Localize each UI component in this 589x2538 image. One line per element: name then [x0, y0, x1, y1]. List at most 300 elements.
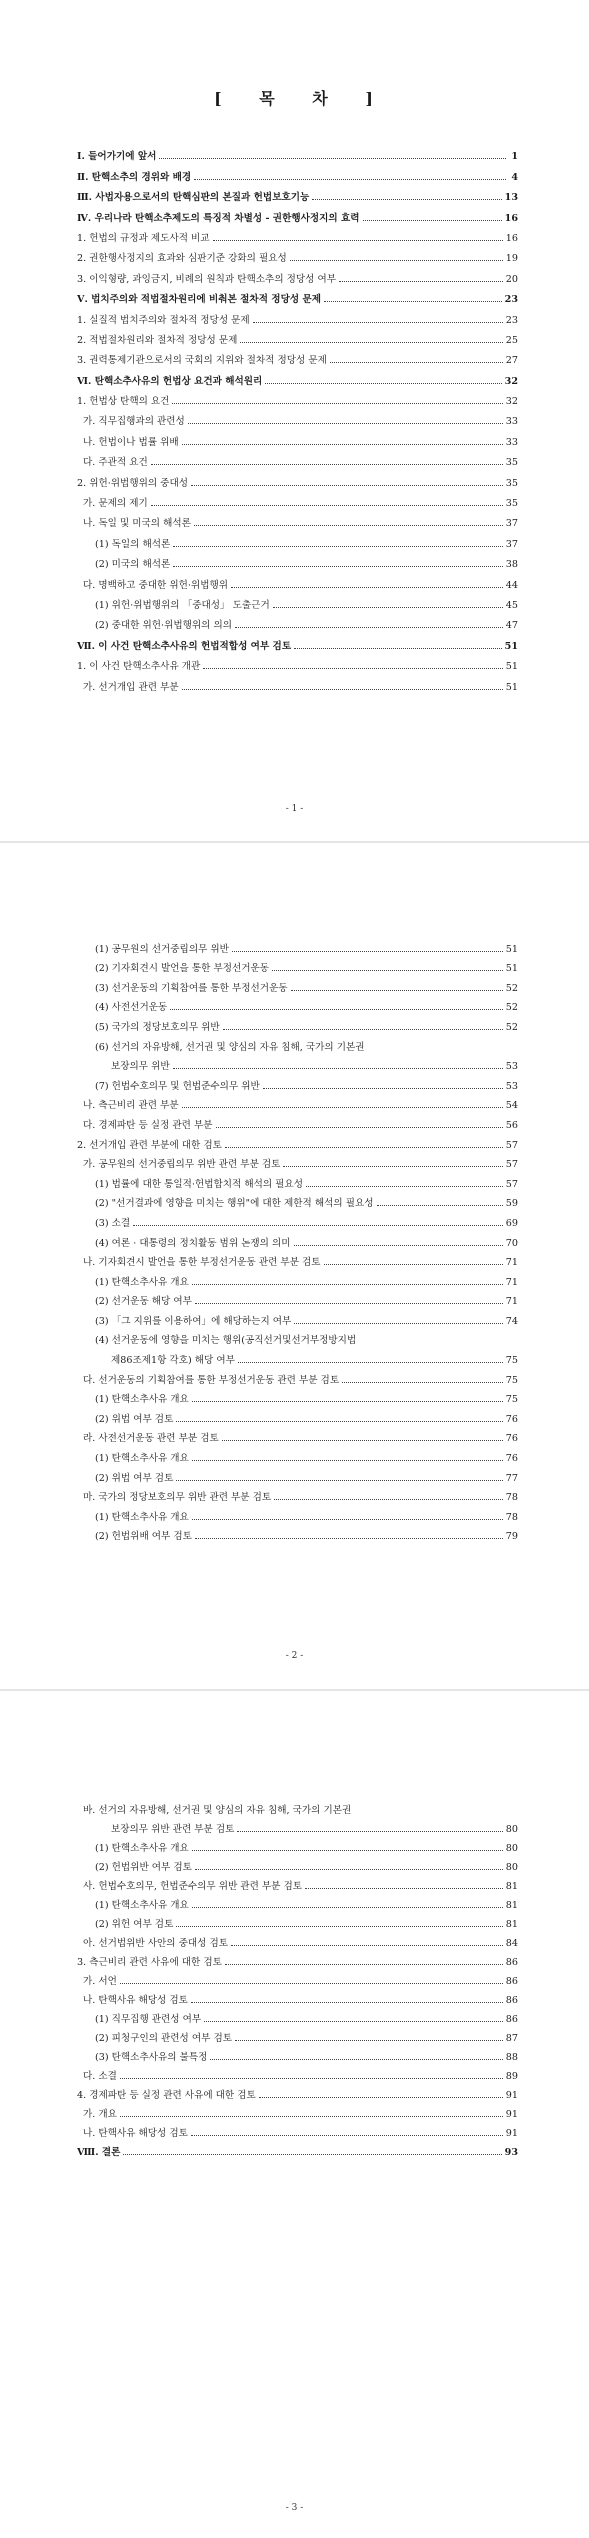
toc-entry-page-number: 51 — [505, 661, 518, 673]
toc-entry-page-number: 88 — [505, 2052, 518, 2063]
toc-leader-dots — [231, 1945, 503, 1946]
toc-entry-page-number: 19 — [505, 253, 518, 265]
toc-entry-title: 가. 문제의 제기 — [83, 495, 151, 509]
toc-entry-page-number: 86 — [505, 1976, 518, 1987]
toc-entry[interactable] — [77, 1170, 518, 1190]
toc-entry-title: 다. 주관적 요건 — [83, 454, 151, 468]
toc-entry[interactable] — [77, 1151, 518, 1171]
toc-leader-dots — [195, 1869, 503, 1870]
toc-entry-title: 나. 헌법이나 법률 위배 — [83, 434, 182, 448]
toc-entry[interactable] — [77, 264, 518, 284]
toc-entry[interactable] — [77, 1873, 518, 1892]
toc-entry-page-number: 27 — [505, 355, 518, 367]
toc-leader-dots — [265, 383, 501, 384]
toc-entry[interactable] — [77, 1366, 518, 1386]
toc-entry-page-number: 71 — [505, 1296, 518, 1308]
toc-entry[interactable] — [77, 591, 518, 611]
toc-leader-dots — [210, 2059, 502, 2060]
toc-entry-page-number: 76 — [505, 1433, 518, 1445]
toc-entry[interactable] — [77, 427, 518, 447]
toc-entry-title: 가. 직무집행과의 관련성 — [83, 413, 188, 427]
toc-entry-title: 1. 이 사건 탄핵소추사유 개관 — [77, 658, 203, 672]
title-open-bracket: [ — [214, 89, 224, 108]
toc-entry-page-number: 81 — [505, 1900, 518, 1911]
toc-entry[interactable] — [77, 1033, 518, 1053]
toc-entry-page-number: 51 — [505, 963, 518, 975]
toc-entry[interactable] — [77, 974, 518, 994]
toc-entry-title: 다. 선거운동의 기획참여를 통한 부정선거운동 관련 부분 검토 — [83, 1372, 342, 1386]
toc-entry-title: (2) 위법 여부 검토 — [95, 1470, 176, 1484]
toc-entry-page-number: 89 — [505, 2071, 518, 2082]
toc-list-page-2 — [77, 935, 518, 1542]
toc-entry-page-number: 77 — [505, 1472, 518, 1484]
toc-entry-page-number: 37 — [505, 538, 518, 550]
toc-leader-dots — [172, 403, 502, 404]
toc-entry-title: 다. 소결 — [83, 2068, 120, 2082]
toc-entry-title: 바. 선거의 자유방해, 선거권 및 양심의 자유 침해, 국가의 기본권 — [83, 1802, 351, 1816]
toc-entry-title: 보장의무 위반 관련 부분 검토 — [111, 1821, 237, 1835]
toc-entry-page-number: 80 — [505, 1824, 518, 1835]
toc-entry-title: 3. 권력통제기관으로서의 국회의 지위와 절차적 정당성 문제 — [77, 352, 330, 366]
toc-entry-page-number: 51 — [504, 640, 518, 652]
toc-entry[interactable] — [77, 2006, 518, 2025]
toc-entry-title: 3. 이익형량, 과잉금지, 비례의 원칙과 탄핵소추의 정당성 여부 — [77, 271, 339, 285]
toc-leader-dots — [173, 566, 502, 567]
toc-leader-dots — [182, 1107, 503, 1108]
toc-leader-dots — [192, 1284, 503, 1285]
toc-leader-dots — [176, 1480, 502, 1481]
toc-entry-page-number: 25 — [505, 334, 518, 346]
toc-entry-title: 나. 기자회견시 발언을 통한 부정선거운동 관련 부분 검토 — [83, 1254, 324, 1268]
toc-leader-dots — [290, 260, 503, 261]
toc-leader-dots — [216, 1127, 503, 1128]
toc-entry-page-number: 86 — [505, 1995, 518, 2006]
toc-entry-page-number: 75 — [505, 1374, 518, 1386]
toc-entry[interactable] — [77, 1523, 518, 1543]
toc-entry-page-number: 13 — [504, 192, 518, 204]
toc-entry-title: (1) 독일의 해석론 — [95, 536, 173, 550]
toc-entry[interactable] — [77, 1464, 518, 1484]
toc-entry-page-number: 23 — [505, 314, 518, 326]
toc-entry[interactable] — [77, 509, 518, 529]
toc-entry-page-number: 81 — [505, 1881, 518, 1892]
toc-entry-title: (1) 위헌·위법행위의 「중대성」 도출근거 — [95, 597, 273, 611]
toc-leader-dots — [173, 1068, 503, 1069]
toc-leader-dots — [259, 2097, 503, 2098]
toc-entry[interactable] — [77, 203, 518, 223]
toc-entry-title: Ⅷ. 결론 — [77, 2144, 123, 2158]
toc-entry-title: 2. 적법절차원리와 절차적 정당성 문제 — [77, 332, 240, 346]
toc-entry[interactable] — [77, 448, 518, 468]
toc-entry-page-number: 33 — [505, 436, 518, 448]
toc-leader-dots — [294, 1323, 502, 1324]
toc-entry[interactable] — [77, 1444, 518, 1464]
toc-entry-page-number: 35 — [505, 477, 518, 489]
toc-entry[interactable] — [77, 2082, 518, 2101]
toc-entry[interactable] — [77, 1911, 518, 1930]
toc-entry[interactable] — [77, 1346, 518, 1366]
toc-entry-title: (2) 헌법위반 여부 검토 — [95, 1859, 195, 1873]
toc-list-page-1 — [77, 142, 518, 693]
toc-entry[interactable] — [77, 1816, 518, 1835]
toc-leader-dots — [231, 587, 503, 588]
toc-entry[interactable] — [77, 570, 518, 590]
toc-entry-title: Ⅴ. 법치주의와 적법절차원리에 비춰본 절차적 정당성 문제 — [77, 291, 324, 305]
toc-entry-title: 1. 헌법의 규정과 제도사적 비교 — [77, 230, 213, 244]
toc-leader-dots — [192, 1907, 503, 1908]
toc-leader-dots — [237, 1831, 502, 1832]
toc-entry-page-number: 16 — [505, 232, 518, 244]
toc-entry-page-number: 52 — [505, 982, 518, 994]
toc-leader-dots — [192, 1460, 503, 1461]
toc-entry-title: (2) 피청구인의 관련성 여부 검토 — [95, 2030, 235, 2044]
toc-entry-page-number: 56 — [505, 1119, 518, 1131]
page-number-footer: - 2 - — [285, 1651, 304, 1661]
toc-entry-page-number: 35 — [505, 498, 518, 510]
toc-entry[interactable] — [77, 346, 518, 366]
toc-entry[interactable] — [77, 631, 518, 651]
toc-entry-page-number: 75 — [505, 1394, 518, 1406]
toc-entry-title: Ⅳ. 우리나라 탄핵소추제도의 특징적 차별성 - 권한행사정지의 효력 — [77, 210, 363, 224]
toc-entry-title: 다. 경제파탄 등 실정 관련 부분 — [83, 1117, 216, 1131]
toc-entry-title: (3) 선거운동의 기획참여를 통한 부정선거운동 — [95, 980, 291, 994]
toc-leader-dots — [283, 1166, 502, 1167]
toc-entry[interactable] — [77, 994, 518, 1014]
toc-leader-dots — [151, 464, 503, 465]
toc-leader-dots — [192, 1401, 503, 1402]
toc-entry-title: 라. 사전선거운동 관련 부분 검토 — [83, 1430, 222, 1444]
toc-entry-title: (2) 중대한 위헌·위법행위의 의의 — [95, 617, 235, 631]
toc-entry-title: (2) "선거결과에 영향을 미치는 행위"에 대한 제한적 해석의 필요성 — [95, 1195, 377, 1209]
toc-entry[interactable] — [77, 1930, 518, 1949]
toc-entry-title: (1) 탄핵소추사유 개요 — [95, 1274, 192, 1288]
toc-entry-page-number: 76 — [505, 1453, 518, 1465]
toc-leader-dots — [225, 1964, 503, 1965]
toc-leader-dots — [120, 1983, 503, 1984]
toc-leader-dots — [203, 668, 502, 669]
toc-entry-page-number: 1 — [511, 151, 518, 163]
toc-entry[interactable] — [77, 1111, 518, 1131]
toc-leader-dots — [195, 1303, 503, 1304]
toc-entry-page-number: 86 — [505, 1957, 518, 1968]
toc-leader-dots — [342, 1382, 503, 1383]
toc-leader-dots — [291, 990, 503, 991]
toc-entry-page-number: 75 — [505, 1355, 518, 1367]
toc-entry-page-number: 32 — [504, 375, 518, 387]
toc-entry[interactable] — [77, 224, 518, 244]
toc-entry[interactable] — [77, 1190, 518, 1210]
toc-entry[interactable] — [77, 2044, 518, 2063]
toc-leader-dots — [222, 1440, 503, 1441]
toc-entry[interactable] — [77, 1835, 518, 1854]
toc-entry-title: 사. 헌법수호의무, 헌법준수의무 위반 관련 부분 검토 — [83, 1878, 305, 1892]
toc-entry-page-number: 20 — [505, 273, 518, 285]
toc-entry[interactable] — [77, 1288, 518, 1308]
toc-entry-page-number: 52 — [505, 1021, 518, 1033]
toc-entry[interactable] — [77, 652, 518, 672]
toc-entry-title: 나. 탄핵사유 해당성 검토 — [83, 2125, 191, 2139]
toc-entry[interactable] — [77, 1249, 518, 1269]
toc-entry[interactable] — [77, 1131, 518, 1151]
toc-entry-page-number: 78 — [505, 1492, 518, 1504]
toc-entry-page-number: 91 — [505, 2109, 518, 2120]
toc-entry[interactable] — [77, 407, 518, 427]
toc-entry[interactable] — [77, 183, 518, 203]
toc-leader-dots — [194, 525, 503, 526]
toc-leader-dots — [188, 423, 503, 424]
toc-entry-page-number: 57 — [505, 1139, 518, 1151]
toc-entry[interactable] — [77, 305, 518, 325]
toc-entry-title: 나. 탄핵사유 해당성 검토 — [83, 1992, 191, 2006]
toc-entry-page-number: 76 — [505, 1413, 518, 1425]
toc-leader-dots — [253, 322, 503, 323]
toc-entry-title: 3. 측근비리 관련 사유에 대한 검토 — [77, 1954, 225, 1968]
toc-leader-dots — [123, 2154, 501, 2155]
toc-entry-page-number: 91 — [505, 2128, 518, 2139]
toc-entry[interactable] — [77, 2025, 518, 2044]
toc-entry-title: (5) 국가의 정당보호의무 위반 — [95, 1019, 223, 1033]
toc-entry-page-number: 53 — [505, 1061, 518, 1073]
toc-entry-title: (3) 「그 지위를 이용하여」에 해당하는지 여부 — [95, 1313, 294, 1327]
toc-entry[interactable] — [77, 1072, 518, 1092]
toc-leader-dots — [306, 1186, 503, 1187]
toc-entry-page-number: 70 — [505, 1237, 518, 1249]
toc-entry-page-number: 91 — [505, 2090, 518, 2101]
toc-entry[interactable] — [77, 468, 518, 488]
toc-entry-page-number: 45 — [505, 599, 518, 611]
toc-entry[interactable] — [77, 1268, 518, 1288]
toc-entry-title: 가. 개요 — [83, 2106, 120, 2120]
toc-entry[interactable] — [77, 366, 518, 386]
toc-entry-title: 1. 실질적 법치주의와 절차적 정당성 문제 — [77, 312, 253, 326]
toc-entry[interactable] — [77, 387, 518, 407]
toc-leader-dots — [194, 179, 506, 180]
toc-leader-dots — [195, 1538, 503, 1539]
toc-entry-title: 2. 위헌·위법행위의 중대성 — [77, 475, 191, 489]
toc-entry[interactable] — [77, 2063, 518, 2082]
toc-entry[interactable] — [77, 2139, 518, 2158]
toc-entry[interactable] — [77, 1892, 518, 1911]
toc-entry-page-number: 44 — [505, 579, 518, 591]
toc-leader-dots — [176, 1926, 502, 1927]
toc-leader-dots — [223, 1029, 503, 1030]
toc-leader-dots — [120, 2078, 503, 2079]
page-number-footer: - 3 - — [285, 2503, 304, 2513]
toc-entry-page-number: 84 — [505, 1938, 518, 1949]
toc-leader-dots — [120, 2116, 503, 2117]
toc-leader-dots — [170, 1009, 503, 1010]
toc-entry[interactable] — [77, 1987, 518, 2006]
toc-entry-page-number: 69 — [505, 1217, 518, 1229]
toc-entry-title: (1) 직무집행 관련성 여부 — [95, 2011, 204, 2025]
toc-entry-title: Ⅲ. 사법자용으로서의 탄핵심판의 본질과 헌법보호기능 — [77, 189, 312, 203]
toc-entry-page-number: 71 — [505, 1276, 518, 1288]
page-number-footer: - 1 - — [285, 804, 304, 814]
toc-entry-page-number: 23 — [504, 294, 518, 306]
toc-entry-title: 2. 권한행사정지의 효과와 심판기준 강화의 필요성 — [77, 250, 290, 264]
toc-entry-title: (6) 선거의 자유방해, 선거권 및 양심의 자유 침해, 국가의 기본권 — [95, 1039, 365, 1053]
toc-entry[interactable] — [77, 1327, 518, 1347]
toc-entry[interactable] — [77, 1092, 518, 1112]
toc-entry-page-number: 53 — [505, 1080, 518, 1092]
toc-entry-title: (1) 공무원의 선거중립의무 위반 — [95, 941, 232, 955]
toc-entry[interactable] — [77, 1968, 518, 1987]
toc-leader-dots — [133, 1225, 503, 1226]
toc-leader-dots — [330, 362, 503, 363]
toc-entry-title: (3) 소결 — [95, 1215, 133, 1229]
toc-entry[interactable] — [77, 2120, 518, 2139]
toc-entry-title: (1) 탄핵소추사유 개요 — [95, 1509, 192, 1523]
toc-entry-page-number: 47 — [505, 620, 518, 632]
title-close-bracket: ] — [365, 89, 375, 108]
toc-entry-title: 다. 명백하고 중대한 위헌·위법행위 — [83, 577, 231, 591]
toc-entry-title: (1) 법률에 대한 통일적·헌법합치적 해석의 필요성 — [95, 1176, 306, 1190]
toc-entry-page-number: 51 — [505, 943, 518, 955]
toc-entry-title: (4) 여론 · 대통령의 정치활동 범위 논쟁의 의미 — [95, 1235, 294, 1249]
page-title — [0, 86, 589, 109]
toc-entry[interactable] — [77, 1484, 518, 1504]
toc-entry-title: (2) 위법 여부 검토 — [95, 1411, 176, 1425]
toc-entry[interactable] — [77, 1013, 518, 1033]
toc-entry[interactable] — [77, 529, 518, 549]
toc-entry[interactable] — [77, 162, 518, 182]
toc-leader-dots — [238, 1362, 503, 1363]
toc-entry-title: (7) 헌법수호의무 및 헌법준수의무 위반 — [95, 1078, 263, 1092]
toc-entry-title: (2) 미국의 해석론 — [95, 556, 173, 570]
toc-entry[interactable] — [77, 935, 518, 955]
toc-leader-dots — [213, 240, 503, 241]
toc-leader-dots — [192, 1850, 503, 1851]
toc-entry-title: (2) 기자회견시 발언을 통한 부정선거운동 — [95, 960, 272, 974]
toc-leader-dots — [173, 546, 502, 547]
toc-entry-title: 보장의무 위반 — [111, 1058, 173, 1072]
toc-entry-page-number: 37 — [505, 518, 518, 530]
toc-entry[interactable] — [77, 285, 518, 305]
toc-entry[interactable] — [77, 1797, 518, 1816]
toc-entry[interactable] — [77, 1425, 518, 1445]
toc-entry-title: Ⅶ. 이 사건 탄핵소추사유의 헌법적합성 여부 검토 — [77, 638, 294, 652]
toc-entry-page-number: 54 — [505, 1100, 518, 1112]
toc-entry-page-number: 57 — [505, 1159, 518, 1171]
toc-entry[interactable] — [77, 142, 518, 162]
toc-entry-page-number: 32 — [505, 396, 518, 408]
toc-entry-title: (2) 위헌 여부 검토 — [95, 1916, 176, 1930]
toc-entry-title: 나. 독일 및 미국의 해석론 — [83, 515, 194, 529]
toc-entry-title: 1. 헌법상 탄핵의 요건 — [77, 393, 172, 407]
toc-entry-title: (4) 선거운동에 영향을 미치는 행위(공직선거및선거부정방지법 — [95, 1332, 356, 1346]
toc-entry-page-number: 59 — [505, 1198, 518, 1210]
toc-leader-dots — [324, 301, 502, 302]
toc-entry-title: (2) 헌법위배 여부 검토 — [95, 1528, 195, 1542]
toc-entry[interactable] — [77, 1503, 518, 1523]
toc-leader-dots — [324, 1264, 503, 1265]
toc-entry-page-number: 4 — [511, 171, 518, 183]
toc-entry[interactable] — [77, 1405, 518, 1425]
toc-entry-title: (4) 사전선거운동 — [95, 999, 170, 1013]
toc-entry-page-number: 80 — [505, 1862, 518, 1873]
toc-leader-dots — [191, 2135, 503, 2136]
toc-entry[interactable] — [77, 489, 518, 509]
toc-page-2 — [0, 843, 589, 1689]
toc-entry-title: (1) 탄핵소추사유 개요 — [95, 1450, 192, 1464]
title-char-2: 차 — [312, 89, 330, 108]
toc-entry[interactable] — [77, 1949, 518, 1968]
toc-leader-dots — [182, 444, 503, 445]
toc-leader-dots — [225, 1147, 503, 1148]
toc-entry-title: (1) 탄핵소추사유 개요 — [95, 1897, 192, 1911]
toc-entry-page-number: 81 — [505, 1919, 518, 1930]
toc-leader-dots — [312, 199, 501, 200]
toc-entry-title: (1) 탄핵소추사유 개요 — [95, 1391, 192, 1405]
toc-page-3 — [0, 1691, 589, 2538]
toc-leader-dots — [377, 1205, 503, 1206]
toc-leader-dots — [191, 2002, 503, 2003]
toc-leader-dots — [305, 1888, 503, 1889]
toc-entry-page-number: 35 — [505, 457, 518, 469]
toc-entry-page-number: 79 — [505, 1531, 518, 1543]
toc-leader-dots — [182, 689, 503, 690]
toc-entry[interactable] — [77, 244, 518, 264]
toc-leader-dots — [339, 281, 503, 282]
toc-entry-page-number: 86 — [505, 2014, 518, 2025]
toc-entry-title: (1) 탄핵소추사유 개요 — [95, 1840, 192, 1854]
toc-entry-page-number: 52 — [505, 1002, 518, 1014]
toc-leader-dots — [192, 1519, 503, 1520]
toc-entry[interactable] — [77, 1053, 518, 1073]
toc-entry[interactable] — [77, 550, 518, 570]
toc-entry-title: 2. 선거개입 관련 부분에 대한 검토 — [77, 1137, 225, 1151]
toc-entry[interactable] — [77, 1209, 518, 1229]
toc-entry[interactable] — [77, 955, 518, 975]
toc-entry-page-number: 93 — [504, 2147, 518, 2158]
toc-entry[interactable] — [77, 1307, 518, 1327]
toc-entry-title: (2) 선거운동 해당 여부 — [95, 1293, 195, 1307]
title-char-1: 목 — [259, 89, 277, 108]
toc-leader-dots — [235, 627, 503, 628]
toc-entry-page-number: 38 — [505, 559, 518, 571]
toc-leader-dots — [191, 485, 503, 486]
toc-entry-page-number: 16 — [504, 212, 518, 224]
toc-entry-title: 가. 선거개입 관련 부분 — [83, 679, 182, 693]
toc-leader-dots — [274, 1499, 503, 1500]
toc-leader-dots — [294, 648, 502, 649]
toc-leader-dots — [294, 1245, 503, 1246]
toc-entry[interactable] — [77, 1854, 518, 1873]
toc-leader-dots — [232, 951, 503, 952]
toc-leader-dots — [159, 158, 506, 159]
toc-page-1 — [0, 0, 589, 841]
toc-entry[interactable] — [77, 611, 518, 631]
toc-entry-title: 마. 국가의 정당보호의무 위반 관련 부분 검토 — [83, 1489, 274, 1503]
toc-entry-page-number: 87 — [505, 2033, 518, 2044]
toc-entry[interactable] — [77, 326, 518, 346]
toc-entry-page-number: 57 — [505, 1178, 518, 1190]
toc-entry-title: 아. 선거법위반 사안의 중대성 검토 — [83, 1935, 231, 1949]
toc-entry-page-number: 71 — [505, 1257, 518, 1269]
toc-leader-dots — [176, 1421, 502, 1422]
toc-entry[interactable] — [77, 1229, 518, 1249]
toc-entry-page-number: 74 — [505, 1315, 518, 1327]
toc-entry-title: Ⅵ. 탄핵소추사유의 헌법상 요건과 해석원리 — [77, 373, 265, 387]
toc-entry[interactable] — [77, 2101, 518, 2120]
toc-entry[interactable] — [77, 672, 518, 692]
toc-entry-title: 나. 측근비리 관련 부분 — [83, 1097, 182, 1111]
toc-entry-page-number: 33 — [505, 416, 518, 428]
toc-leader-dots — [263, 1088, 503, 1089]
toc-entry-page-number: 78 — [505, 1511, 518, 1523]
toc-entry-title: 4. 경제파탄 등 실정 관련 사유에 대한 검토 — [77, 2087, 259, 2101]
toc-entry[interactable] — [77, 1386, 518, 1406]
